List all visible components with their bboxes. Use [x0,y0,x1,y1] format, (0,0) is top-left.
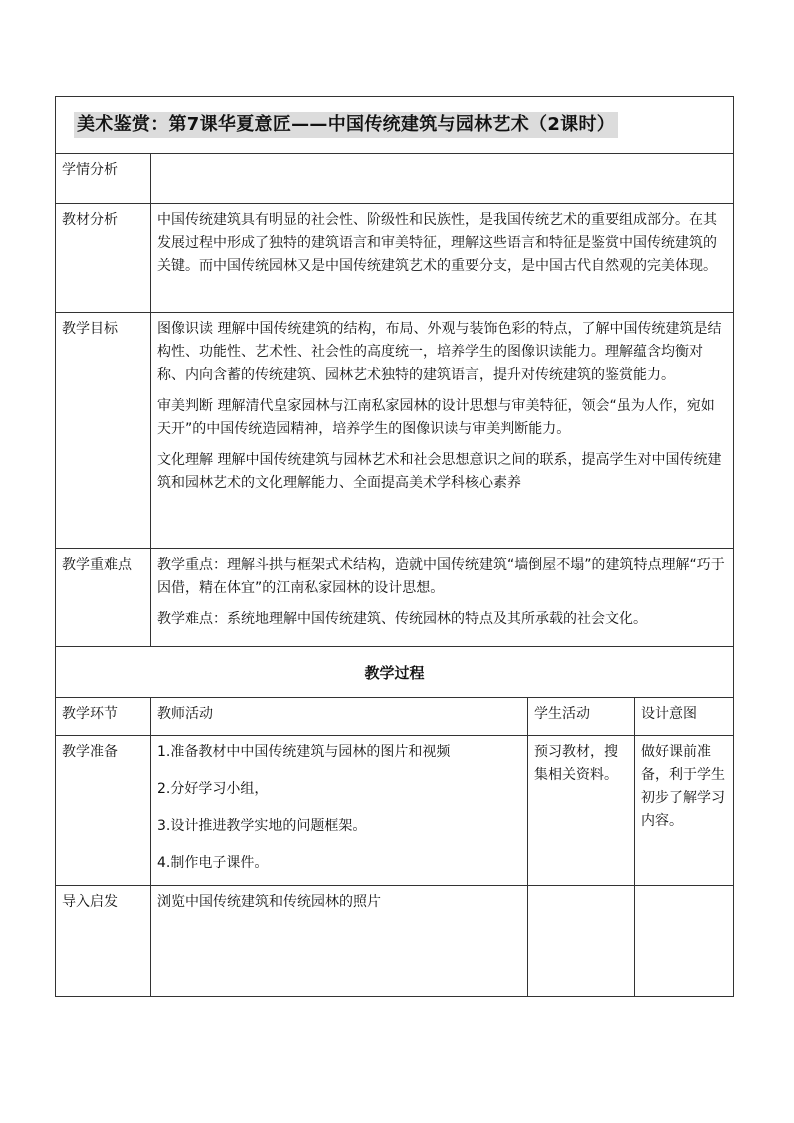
teacher-step: 4.制作电子课件。 [157,855,269,871]
label-learning-analysis: 学情分析 [56,154,151,204]
lesson-plan-table [55,96,734,997]
header-stage: 教学环节 [56,698,151,736]
objective-image-reading: 图像识读 理解中国传统建筑的结构，布局、外观与装饰色彩的特点，了解中国传统建筑是结构性、功能性、艺术性、社会性的高度统一，培养学生的图像识读能力。理解蕴含均衡对称、内向含蓄的传统建筑、园林艺术独特的建筑语言，提升对传统建筑的鉴赏能力。 [157,321,722,383]
content-learning-analysis [151,154,734,204]
label-material-analysis: 教材分析 [56,204,151,313]
design-intent-intro [635,886,734,997]
design-intent-prep: 做好课前准备，利于学生初步了解学习内容。 [635,736,734,886]
label-key-points: 教学重难点 [56,549,151,647]
content-key-points [151,549,734,647]
teacher-step: 3.设计推进教学实地的问题框架。 [157,818,367,834]
difficult-point: 教学难点：系统地理解中国传统建筑、传统园林的特点及其所承载的社会文化。 [157,611,647,627]
teacher-step: 2.分好学习小组， [157,781,269,797]
header-student-activity: 学生活动 [528,698,635,736]
label-objectives: 教学目标 [56,313,151,549]
title-cell [56,97,734,154]
objective-aesthetic-judgment: 审美判断 理解清代皇家园林与江南私家园林的设计思想与审美特征，领会“虽为人作，宛如天开”的中国传统造园精神，培养学生的图像识读与审美判断能力。 [157,398,715,437]
teacher-step: 1.准备教材中中国传统建筑与园林的图片和视频 [157,744,451,760]
teacher-activity-prep [151,736,528,886]
header-teacher-activity: 教师活动 [151,698,528,736]
objective-cultural-understanding: 文化理解 理解中国传统建筑与园林艺术和社会思想意识之间的联系，提高学生对中国传统建筑和园林艺术的文化理解能力、全面提高美术学科核心素养 [157,452,722,491]
student-activity-intro [528,886,635,997]
header-design-intent: 设计意图 [635,698,734,736]
content-objectives [151,313,734,549]
stage-intro: 导入启发 [56,886,151,997]
page-title: 美术鉴赏：第7课华夏意匠——中国传统建筑与园林艺术（2课时） [74,112,618,138]
content-material-analysis: 中国传统建筑具有明显的社会性、阶级性和民族性，是我国传统艺术的重要组成部分。在其发展过程中形成了独特的建筑语言和审美特征，理解这些语言和特征是鉴赏中国传统建筑的关键。而中国传统园林又是中国传统建筑艺术的重要分支，是中国古代自然观的完美体现。 [151,204,734,313]
student-activity-prep: 预习教材，搜集相关资料。 [528,736,635,886]
section-heading-process: 教学过程 [56,647,734,698]
stage-prep: 教学准备 [56,736,151,886]
key-point: 教学重点：理解斗拱与框架式术结构，造就中国传统建筑“墙倒屋不塌”的建筑特点理解“巧于因借，精在体宜”的江南私家园林的设计思想。 [157,557,725,596]
teacher-activity-intro: 浏览中国传统建筑和传统园林的照片 [151,886,528,997]
